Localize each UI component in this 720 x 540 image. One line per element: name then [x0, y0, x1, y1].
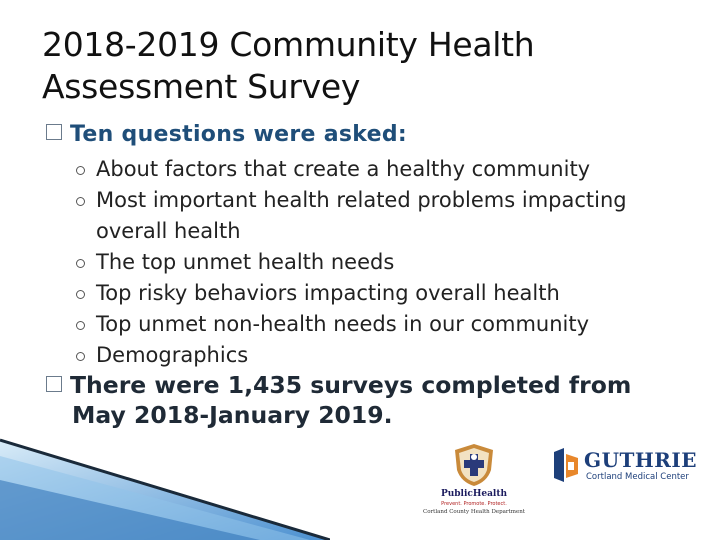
corner-decoration [0, 420, 330, 540]
list-item [76, 278, 696, 309]
shield-cross-icon [451, 442, 497, 488]
bullet-ten-questions-text: Ten questions were asked: [70, 122, 407, 147]
bullet-surveys-line-2: May 2018-January 2019. [72, 401, 393, 429]
bullet-surveys-line-1: There were 1,435 surveys completed from [70, 371, 632, 399]
guthrie-emblem-icon [550, 448, 580, 482]
circle-bullet-icon [76, 290, 85, 299]
list-item [76, 154, 696, 185]
public-health-tagline: Prevent. Promote. Protect. [441, 501, 507, 507]
list-item-text: Top risky behaviors impacting overall health [96, 281, 560, 305]
list-item-text: About factors that create a healthy community [96, 157, 591, 181]
slide-title [42, 24, 682, 108]
circle-bullet-icon [76, 259, 85, 268]
public-health-name: PublicHealth [440, 489, 508, 499]
guthrie-logo [550, 448, 710, 488]
bullet-ten-questions [46, 122, 407, 147]
list-item [76, 185, 696, 247]
logo-area [410, 440, 710, 530]
circle-bullet-icon [76, 352, 85, 361]
list-item [76, 247, 696, 278]
circle-bullet-icon [76, 321, 85, 330]
square-bullet-icon [46, 376, 62, 392]
list-item-text: The top unmet health needs [96, 250, 395, 274]
list-item-text: Top unmet non-health needs in our community [96, 312, 590, 336]
circle-bullet-icon [76, 166, 85, 175]
bullet-surveys-completed [46, 370, 631, 430]
list-item-text: Most important health related problems impacting overall health [96, 188, 627, 243]
public-health-logo [418, 440, 530, 520]
guthrie-name: GUTHRIE [584, 448, 698, 472]
guthrie-subtitle: Cortland Medical Center [586, 472, 689, 482]
public-health-department: Cortland County Health Department [423, 509, 525, 515]
square-bullet-icon [46, 124, 62, 140]
title-line-1: 2018-2019 Community Health [42, 25, 535, 64]
list-item-text: Demographics [96, 343, 249, 367]
title-line-2: Assessment Survey [42, 67, 361, 106]
sub-bullet-list [76, 154, 696, 371]
circle-bullet-icon [76, 197, 85, 206]
list-item [76, 309, 696, 340]
list-item [76, 340, 696, 371]
